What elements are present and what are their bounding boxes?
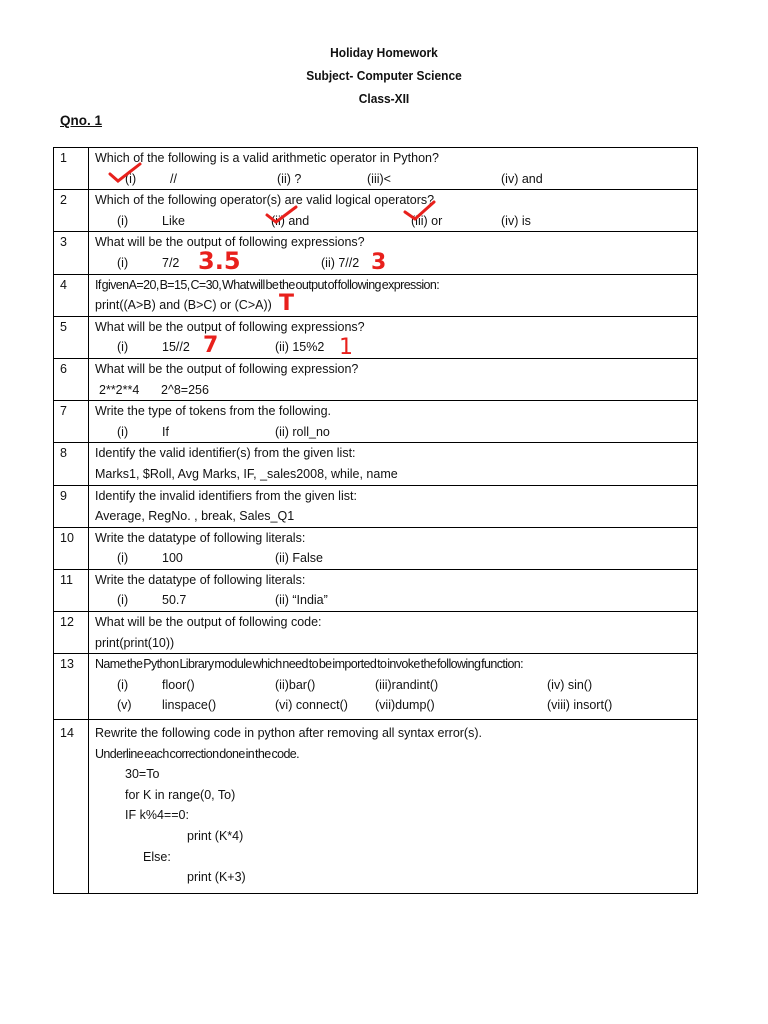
identifier-list: Average, RegNo. , break, Sales_Q1 xyxy=(95,509,295,524)
question-cell xyxy=(89,401,698,443)
question-text: What will be the output of following code: xyxy=(95,615,322,630)
table-row xyxy=(54,148,698,190)
option-text: (ii) “India” xyxy=(275,593,328,608)
code-line: 30=To xyxy=(125,767,160,782)
option-label: (v) xyxy=(117,698,132,713)
options-row xyxy=(95,380,697,401)
title-subject: Subject- Computer Science xyxy=(306,68,462,83)
option-text: 2**2**4 xyxy=(99,382,140,397)
options-row xyxy=(95,211,697,232)
question-cell xyxy=(89,148,698,190)
code-line: Else: xyxy=(143,849,171,864)
option-label: (i) xyxy=(117,677,129,692)
options-row xyxy=(95,548,697,569)
option-text: 50.7 xyxy=(162,593,187,608)
question-cell xyxy=(89,569,698,611)
option-label: (i) xyxy=(117,551,129,566)
question-text: Identify the invalid identifiers from the given list: xyxy=(95,488,357,503)
question-text: Rewrite the following code in python after removing all syntax error(s). xyxy=(95,726,482,741)
table-row xyxy=(54,190,698,232)
code-line: print (K+3) xyxy=(187,870,246,885)
question-expression: print((A>B) and (B>C) or (C>A)) xyxy=(95,298,272,313)
question-cell xyxy=(89,190,698,232)
table-row xyxy=(54,527,698,569)
question-text: Write the datatype of following literals: xyxy=(95,572,306,587)
option-text: linspace() xyxy=(162,698,217,713)
handwritten-answer: 7 xyxy=(203,333,219,358)
question-text: Name the Python Library module which need to be imported to invoke the following function: xyxy=(95,657,524,672)
options-row xyxy=(95,675,697,696)
question-text: Which of the following is a valid arithmetic operator in Python? xyxy=(95,151,439,165)
handwritten-answer: 3.5 xyxy=(198,247,241,275)
question-number: 14 xyxy=(54,720,89,894)
option-text: 15//2 xyxy=(162,340,190,355)
table-row xyxy=(54,274,698,316)
question-cell xyxy=(89,358,698,400)
options-row xyxy=(95,695,697,716)
question-number: 5 xyxy=(54,316,89,358)
option-text: (iv) and xyxy=(501,171,543,186)
question-cell xyxy=(89,443,698,485)
option-text: (vi) connect() xyxy=(275,698,348,713)
option-text: (iv) sin() xyxy=(547,677,593,692)
title-holiday-homework: Holiday Homework xyxy=(330,45,438,60)
identifier-list: Marks1, $Roll, Avg Marks, IF, _sales2008, while, name xyxy=(95,466,398,481)
table-row xyxy=(54,612,698,654)
option-text: (ii) ? xyxy=(277,171,302,186)
question-number: 4 xyxy=(54,274,89,316)
option-text: (ii) False xyxy=(275,551,323,566)
table-row xyxy=(54,443,698,485)
option-label: (i) xyxy=(117,593,129,608)
option-text: 7/2 xyxy=(162,255,180,270)
table-row xyxy=(54,316,698,358)
table-row xyxy=(54,401,698,443)
question-number: 9 xyxy=(54,485,89,527)
question-text: What will be the output of following expression? xyxy=(95,361,359,376)
option-text: (ii) roll_no xyxy=(275,424,330,439)
question-cell xyxy=(89,612,698,654)
question-number: 10 xyxy=(54,527,89,569)
option-text: (ii)bar() xyxy=(275,677,316,692)
handwritten-answer: T xyxy=(279,291,295,316)
option-text: (iii) or xyxy=(411,213,443,228)
section-heading: Qno. 1 xyxy=(60,113,103,128)
option-text: floor() xyxy=(162,677,195,692)
question-text: What will be the output of following expressions? xyxy=(95,235,365,250)
checkmark-icon xyxy=(264,205,300,230)
table-row xyxy=(54,485,698,527)
table-row xyxy=(54,358,698,400)
table-row xyxy=(54,569,698,611)
code-line: IF k%4==0: xyxy=(125,808,189,823)
question-cell xyxy=(89,316,698,358)
question-instruction: Underline each correction done in the code. xyxy=(95,746,300,761)
title-class: Class-XII xyxy=(358,91,410,106)
code-line: print(print(10)) xyxy=(95,635,175,650)
handwritten-answer: 1 xyxy=(339,335,353,360)
question-cell xyxy=(89,720,698,894)
question-number: 8 xyxy=(54,443,89,485)
question-text: Identify the valid identifier(s) from the given list: xyxy=(95,446,356,461)
option-text: (viii) insort() xyxy=(547,698,613,713)
options-row xyxy=(95,333,697,358)
question-number: 1 xyxy=(54,148,89,190)
option-label: (i) xyxy=(117,255,129,270)
option-text: (iii)< xyxy=(367,171,391,186)
question-text: Write the type of tokens from the following. xyxy=(95,404,331,419)
question-number: 7 xyxy=(54,401,89,443)
question-cell xyxy=(89,485,698,527)
option-text: // xyxy=(170,171,177,186)
option-label: (i) xyxy=(117,213,129,228)
option-text: (ii) and xyxy=(271,213,310,228)
option-text: (ii) 7//2 xyxy=(321,255,360,270)
option-text: 100 xyxy=(162,551,183,566)
option-text: If xyxy=(162,424,169,439)
option-label: (i) xyxy=(117,340,129,355)
question-text: If given A=20, B=15, C=30, What will be the output of following expression: xyxy=(95,277,440,292)
checkmark-icon xyxy=(106,162,146,189)
option-label: (i) xyxy=(125,171,137,186)
table-row xyxy=(54,720,698,894)
handwritten-answer: 3 xyxy=(371,250,387,275)
code-line: for K in range(0, To) xyxy=(125,787,236,802)
checkmark-icon xyxy=(402,200,438,227)
options-row xyxy=(95,250,697,275)
question-number: 2 xyxy=(54,190,89,232)
option-text: (ii) 15%2 xyxy=(275,340,325,355)
options-row xyxy=(95,590,697,611)
options-row xyxy=(95,169,697,190)
option-text: (iv) is xyxy=(501,213,531,228)
question-cell xyxy=(89,527,698,569)
question-cell xyxy=(89,654,698,720)
question-number: 11 xyxy=(54,569,89,611)
question-number: 3 xyxy=(54,232,89,274)
option-text: Like xyxy=(162,213,185,228)
question-cell xyxy=(89,274,698,316)
question-text: Which of the following operator(s) are valid logical operators? xyxy=(95,193,435,208)
code-line: print (K*4) xyxy=(187,829,244,843)
question-text: Write the datatype of following literals: xyxy=(95,530,306,545)
option-text: (iii)randint() xyxy=(375,677,439,692)
option-label: (i) xyxy=(117,424,129,439)
option-text: (vii)dump() xyxy=(375,698,435,713)
question-text: What will be the output of following expressions? xyxy=(95,319,365,334)
question-cell xyxy=(89,232,698,274)
question-number: 12 xyxy=(54,612,89,654)
table-row xyxy=(54,654,698,720)
options-row xyxy=(95,422,697,443)
question-number: 13 xyxy=(54,654,89,720)
question-number: 6 xyxy=(54,358,89,400)
option-text: 2^8=256 xyxy=(161,382,209,397)
